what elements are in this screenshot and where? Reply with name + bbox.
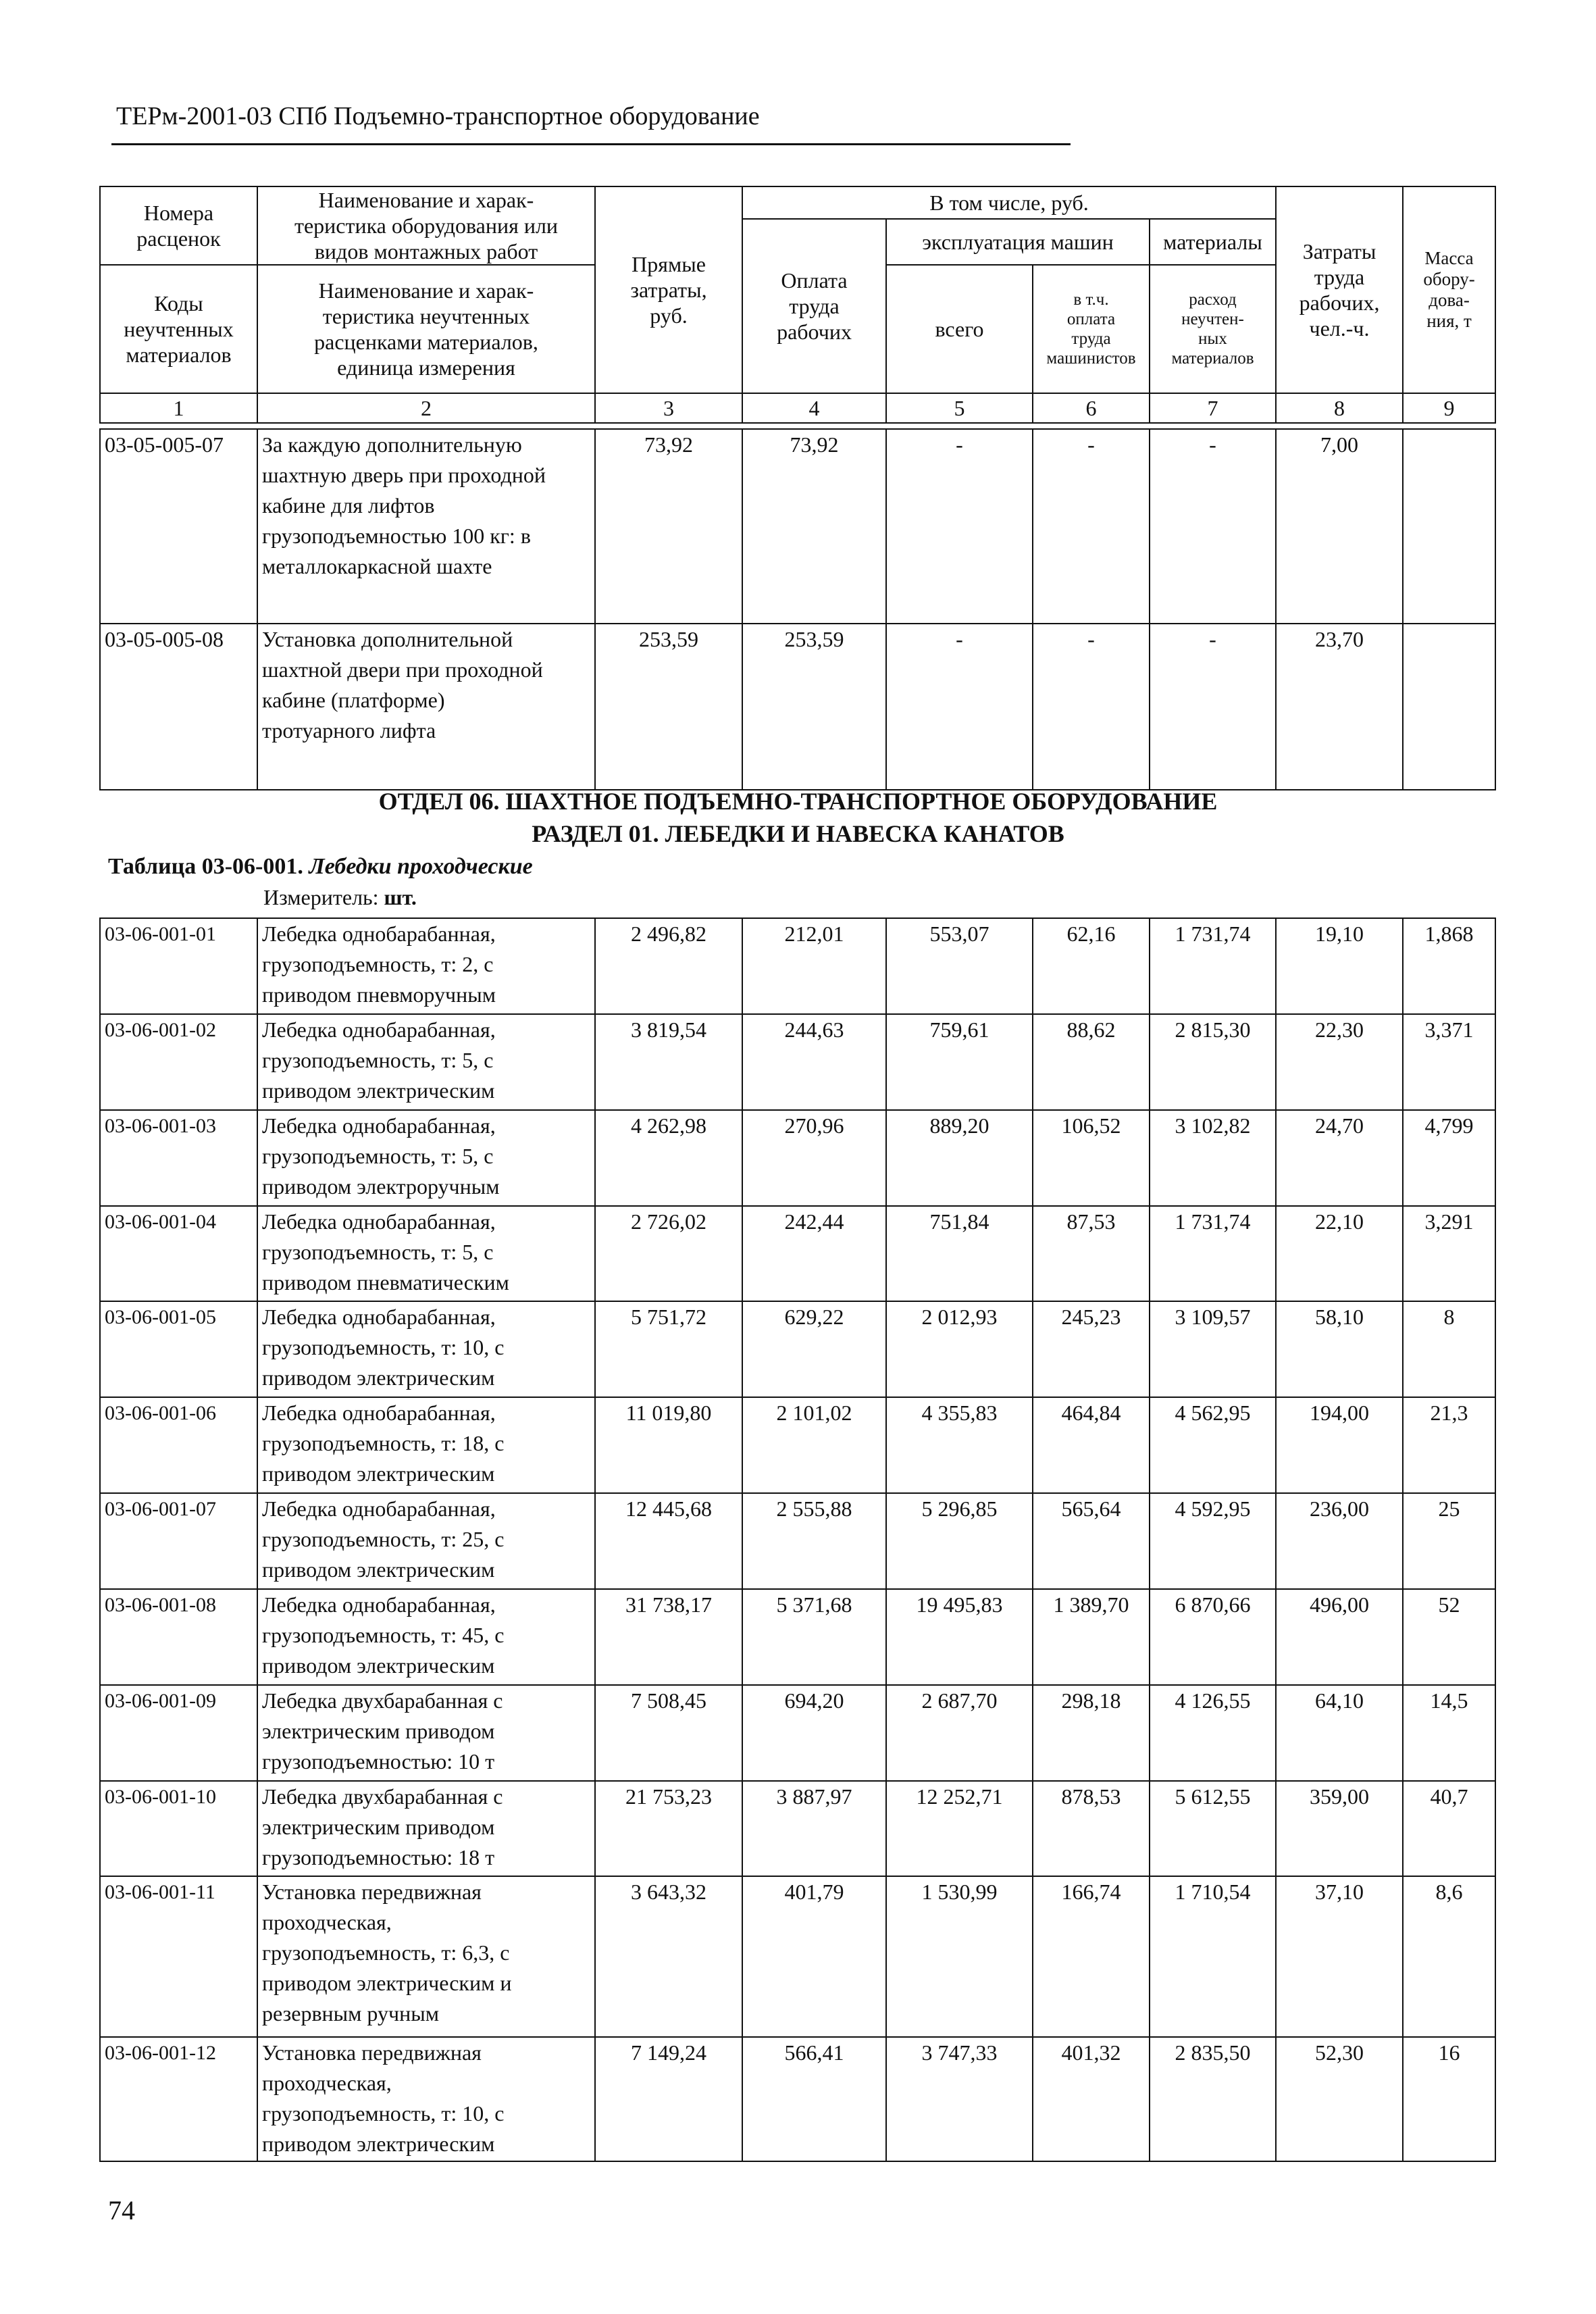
item-name <box>257 429 595 624</box>
col-number: 3 <box>595 393 742 423</box>
labor-hours: 23,70 <box>1276 624 1403 790</box>
item-name <box>257 918 595 1014</box>
rate-code: 03-06-001-01 <box>100 918 257 1014</box>
direct-costs: 5 751,72 <box>595 1301 742 1397</box>
header-line: ния, т <box>1426 311 1472 331</box>
item-name <box>257 1685 595 1781</box>
machine-costs: 19 495,83 <box>886 1589 1033 1685</box>
material-costs: 2 815,30 <box>1150 1014 1276 1110</box>
material-costs: 1 710,54 <box>1150 1876 1276 2036</box>
item-name-line: приводом пневморучным <box>262 982 496 1007</box>
item-name-line: грузоподъемностью: 10 т <box>262 1749 495 1774</box>
labor-hours: 194,00 <box>1276 1397 1403 1493</box>
machinist-wages: 106,52 <box>1033 1110 1150 1206</box>
item-name <box>257 624 595 790</box>
machine-costs: 889,20 <box>886 1110 1033 1206</box>
worker-wages: 212,01 <box>742 918 886 1014</box>
running-title: ТЕРм-2001-03 СПб Подъемно-транспортное оборудование <box>116 102 760 130</box>
item-name-line: грузоподъемность, т: 25, с <box>262 1527 505 1552</box>
machinist-wages: 88,62 <box>1033 1014 1150 1110</box>
equipment-mass: 16 <box>1403 2037 1495 2161</box>
equipment-mass: 3,291 <box>1403 1206 1495 1302</box>
unit-value: шт. <box>384 885 417 909</box>
machinist-wages: 245,23 <box>1033 1301 1150 1397</box>
material-costs: 3 102,82 <box>1150 1110 1276 1206</box>
item-name-line: приводом электрическим <box>262 1653 495 1678</box>
hdr-name-top <box>257 186 595 265</box>
worker-wages: 242,44 <box>742 1206 886 1302</box>
rate-code: 03-06-001-06 <box>100 1397 257 1493</box>
direct-costs: 2 726,02 <box>595 1206 742 1302</box>
hdr-labor <box>1276 186 1403 393</box>
worker-wages: 253,59 <box>742 624 886 790</box>
item-name-line: приводом электроручным <box>262 1174 500 1199</box>
machinist-wages: 87,53 <box>1033 1206 1150 1302</box>
material-costs: 4 592,95 <box>1150 1493 1276 1589</box>
item-name-line: приводом электрическим <box>262 2131 495 2156</box>
col-number: 4 <box>742 393 886 423</box>
table-row <box>100 429 1495 624</box>
labor-hours: 24,70 <box>1276 1110 1403 1206</box>
machine-costs: 2 687,70 <box>886 1685 1033 1781</box>
direct-costs: 3 643,32 <box>595 1876 742 2036</box>
table-row <box>100 1589 1495 1685</box>
hdr-machines-total: всего <box>886 265 1033 393</box>
machinist-wages: 1 389,70 <box>1033 1589 1150 1685</box>
item-name-line: резервным ручным <box>262 2001 439 2026</box>
hdr-codes-top <box>100 186 257 265</box>
machinist-wages: - <box>1033 624 1150 790</box>
direct-costs: 7 149,24 <box>595 2037 742 2161</box>
header-line: материалов <box>1171 349 1254 368</box>
header-line: труда <box>1314 265 1365 289</box>
rate-code: 03-06-001-12 <box>100 2037 257 2161</box>
item-name-line: Лебедка двухбарабанная с <box>262 1784 503 1809</box>
material-costs: 1 731,74 <box>1150 918 1276 1014</box>
rate-code: 03-06-001-05 <box>100 1301 257 1397</box>
item-name-line: Установка передвижная <box>262 1880 482 1905</box>
table-row <box>100 624 1495 790</box>
header-line: Наименование и харак- <box>318 278 534 303</box>
item-name <box>257 1301 595 1397</box>
col-number: 2 <box>257 393 595 423</box>
item-name-line: приводом пневматическим <box>262 1269 509 1294</box>
item-name-line: грузоподъемностью 100 кг: в <box>262 524 531 548</box>
material-costs: 1 731,74 <box>1150 1206 1276 1302</box>
hdr-machinists <box>1033 265 1150 393</box>
worker-wages: 2 101,02 <box>742 1397 886 1493</box>
item-name-line: Лебедка однобарабанная, <box>262 1113 496 1138</box>
hdr-mass <box>1403 186 1495 393</box>
header-table <box>99 186 1496 424</box>
header-line: машинистов <box>1046 349 1136 368</box>
machine-costs: 3 747,33 <box>886 2037 1033 2161</box>
item-name-line: Лебедка однобарабанная, <box>262 1305 496 1330</box>
item-name-line: тротуарного лифта <box>262 718 436 743</box>
header-line: Наименование и харак- <box>318 188 534 212</box>
item-name-line: приводом электрическим <box>262 1365 495 1390</box>
direct-costs: 7 508,45 <box>595 1685 742 1781</box>
division-heading: РАЗДЕЛ 01. ЛЕБЕДКИ И НАВЕСКА КАНАТОВ <box>532 820 1064 847</box>
header-line: в т.ч. <box>1073 291 1109 309</box>
labor-hours: 236,00 <box>1276 1493 1403 1589</box>
item-name-line: грузоподъемность, т: 5, с <box>262 1239 494 1264</box>
equipment-mass <box>1403 624 1495 790</box>
header-line: единица измерения <box>337 355 515 380</box>
table-row <box>100 1110 1495 1206</box>
item-name-line: Установка дополнительной <box>262 627 513 651</box>
equipment-mass: 14,5 <box>1403 1685 1495 1781</box>
rate-code: 03-06-001-09 <box>100 1685 257 1781</box>
column-numbers-row <box>100 393 1495 423</box>
worker-wages: 3 887,97 <box>742 1781 886 1877</box>
item-name-line: Лебедка однобарабанная, <box>262 1592 496 1617</box>
item-name <box>257 1876 595 2036</box>
material-costs: - <box>1150 429 1276 624</box>
header-line: неучтенных <box>124 317 234 341</box>
worker-wages: 694,20 <box>742 1685 886 1781</box>
equipment-mass: 8 <box>1403 1301 1495 1397</box>
material-costs: 4 126,55 <box>1150 1685 1276 1781</box>
header-line: Затраты <box>1302 239 1376 263</box>
header-line: Оплата <box>781 268 848 293</box>
header-line: расход <box>1189 291 1237 309</box>
rate-code: 03-05-005-07 <box>100 429 257 624</box>
table-row <box>100 1206 1495 1302</box>
direct-costs: 4 262,98 <box>595 1110 742 1206</box>
labor-hours: 359,00 <box>1276 1781 1403 1877</box>
worker-wages: 401,79 <box>742 1876 886 2036</box>
table-row <box>100 1397 1495 1493</box>
hdr-machines: эксплуатация машин <box>886 219 1150 265</box>
title-rule <box>111 143 1071 145</box>
rate-code: 03-06-001-10 <box>100 1781 257 1877</box>
rate-code: 03-06-001-03 <box>100 1110 257 1206</box>
item-name-line: металлокаркасной шахте <box>262 554 492 578</box>
item-name-line: грузоподъемность, т: 5, с <box>262 1047 494 1072</box>
rates-table-top <box>99 428 1496 790</box>
labor-hours: 496,00 <box>1276 1589 1403 1685</box>
item-name-line: грузоподъемность, т: 5, с <box>262 1143 494 1168</box>
item-name-line: шахтной двери при проходной <box>262 657 543 682</box>
item-name <box>257 1397 595 1493</box>
labor-hours: 22,10 <box>1276 1206 1403 1302</box>
worker-wages: 2 555,88 <box>742 1493 886 1589</box>
item-name-line: грузоподъемность, т: 10, с <box>262 1335 505 1360</box>
item-name-line: Лебедка однобарабанная, <box>262 1496 496 1521</box>
item-name <box>257 1206 595 1302</box>
machine-costs: 1 530,99 <box>886 1876 1033 2036</box>
col-number: 5 <box>886 393 1033 423</box>
labor-hours: 64,10 <box>1276 1685 1403 1781</box>
hdr-direct-costs <box>595 186 742 393</box>
item-name <box>257 1781 595 1877</box>
equipment-mass: 25 <box>1403 1493 1495 1589</box>
item-name <box>257 2037 595 2161</box>
table-row <box>100 1685 1495 1781</box>
machinist-wages: 878,53 <box>1033 1781 1150 1877</box>
equipment-mass: 8,6 <box>1403 1876 1495 2036</box>
rates-table-winches <box>99 917 1496 2162</box>
worker-wages: 5 371,68 <box>742 1589 886 1685</box>
machine-costs: 5 296,85 <box>886 1493 1033 1589</box>
item-name-line: электрическим приводом <box>262 1718 495 1743</box>
header-line: рабочих <box>777 320 852 344</box>
col-number: 7 <box>1150 393 1276 423</box>
labor-hours: 22,30 <box>1276 1014 1403 1110</box>
machinist-wages: 401,32 <box>1033 2037 1150 2161</box>
item-name-line: Лебедка однобарабанная, <box>262 1209 496 1234</box>
direct-costs: 2 496,82 <box>595 918 742 1014</box>
item-name-line: грузоподъемность, т: 6,3, с <box>262 1940 510 1965</box>
worker-wages: 566,41 <box>742 2037 886 2161</box>
worker-wages: 73,92 <box>742 429 886 624</box>
item-name-line: грузоподъемность, т: 2, с <box>262 952 494 976</box>
machinist-wages: 464,84 <box>1033 1397 1150 1493</box>
material-costs: 2 835,50 <box>1150 2037 1276 2161</box>
item-name-line: Лебедка однобарабанная, <box>262 922 496 946</box>
header-line: неучтен- <box>1181 310 1244 328</box>
direct-costs: 73,92 <box>595 429 742 624</box>
material-costs: 5 612,55 <box>1150 1781 1276 1877</box>
table-row <box>100 1781 1495 1877</box>
header-line: оплата <box>1066 310 1116 328</box>
table-row <box>100 1014 1495 1110</box>
item-name-line: кабине для лифтов <box>262 493 435 518</box>
hdr-codes-bottom <box>100 265 257 393</box>
table-caption <box>108 854 533 880</box>
department-heading: ОТДЕЛ 06. ШАХТНОЕ ПОДЪЕМНО-ТРАНСПОРТНОЕ ОБОРУДОВАНИЕ <box>378 788 1218 815</box>
header-line: материалов <box>126 343 232 367</box>
machinist-wages: 298,18 <box>1033 1685 1150 1781</box>
item-name-line: Лебедка однобарабанная, <box>262 1017 496 1042</box>
machine-costs: 4 355,83 <box>886 1397 1033 1493</box>
col-number: 8 <box>1276 393 1403 423</box>
material-costs: 4 562,95 <box>1150 1397 1276 1493</box>
header-line: видов монтажных работ <box>314 239 538 263</box>
machine-costs: 751,84 <box>886 1206 1033 1302</box>
item-name-line: приводом электрическим <box>262 1461 495 1486</box>
machinist-wages: - <box>1033 429 1150 624</box>
header-line: рабочих, <box>1299 291 1380 315</box>
table-caption-name: Лебедки проходческие <box>309 854 533 879</box>
table-row <box>100 2037 1495 2161</box>
item-name-line: приводом электрическим <box>262 1557 495 1582</box>
item-name-line: грузоподъемность, т: 18, с <box>262 1431 505 1456</box>
machine-costs: 553,07 <box>886 918 1033 1014</box>
hdr-unaccounted-materials <box>1150 265 1276 393</box>
equipment-mass: 1,868 <box>1403 918 1495 1014</box>
item-name-line: приводом электрическим <box>262 1078 495 1103</box>
item-name <box>257 1014 595 1110</box>
item-name-line: электрическим приводом <box>262 1814 495 1839</box>
header-line: Коды <box>154 291 203 316</box>
page-number: 74 <box>108 2195 135 2225</box>
item-name-line: грузоподъемностью: 18 т <box>262 1844 495 1869</box>
table-row <box>100 918 1495 1014</box>
rate-code: 03-06-001-08 <box>100 1589 257 1685</box>
machine-costs: 2 012,93 <box>886 1301 1033 1397</box>
col-number: 1 <box>100 393 257 423</box>
table-row <box>100 1493 1495 1589</box>
header-line: расценками материалов, <box>314 330 538 354</box>
equipment-mass: 21,3 <box>1403 1397 1495 1493</box>
worker-wages: 270,96 <box>742 1110 886 1206</box>
item-name-line: шахтную дверь при проходной <box>262 463 546 487</box>
equipment-mass: 3,371 <box>1403 1014 1495 1110</box>
direct-costs: 12 445,68 <box>595 1493 742 1589</box>
item-name <box>257 1493 595 1589</box>
header-line: чел.-ч. <box>1309 316 1370 341</box>
material-costs: 6 870,66 <box>1150 1589 1276 1685</box>
header-line: труда <box>1071 330 1111 348</box>
header-line: обору- <box>1423 269 1475 289</box>
labor-hours: 7,00 <box>1276 429 1403 624</box>
header-line: теристика оборудования или <box>294 213 559 238</box>
hdr-name-bottom <box>257 265 595 393</box>
labor-hours: 19,10 <box>1276 918 1403 1014</box>
header-line: Номера <box>143 201 214 225</box>
col-number: 6 <box>1033 393 1150 423</box>
header-line: Прямые <box>632 252 706 276</box>
worker-wages: 629,22 <box>742 1301 886 1397</box>
equipment-mass <box>1403 429 1495 624</box>
machine-costs: 12 252,71 <box>886 1781 1033 1877</box>
header-line: ных <box>1198 330 1227 348</box>
rate-code: 03-06-001-11 <box>100 1876 257 2036</box>
machinist-wages: 565,64 <box>1033 1493 1150 1589</box>
item-name-line: грузоподъемность, т: 10, с <box>262 2101 505 2126</box>
item-name-line: Установка передвижная <box>262 2040 482 2065</box>
material-costs: - <box>1150 624 1276 790</box>
header-line: теристика неучтенных <box>322 304 530 328</box>
machinist-wages: 62,16 <box>1033 918 1150 1014</box>
machine-costs: 759,61 <box>886 1014 1033 1110</box>
equipment-mass: 4,799 <box>1403 1110 1495 1206</box>
item-name-line: проходческая, <box>262 2070 392 2095</box>
item-name-line: Лебедка двухбарабанная с <box>262 1688 503 1713</box>
rate-code: 03-06-001-07 <box>100 1493 257 1589</box>
worker-wages: 244,63 <box>742 1014 886 1110</box>
equipment-mass: 52 <box>1403 1589 1495 1685</box>
col-number: 9 <box>1403 393 1495 423</box>
header-line: труда <box>789 294 840 318</box>
hdr-materials: материалы <box>1150 219 1276 265</box>
material-costs: 3 109,57 <box>1150 1301 1276 1397</box>
direct-costs: 253,59 <box>595 624 742 790</box>
item-name-line: Лебедка однобарабанная, <box>262 1401 496 1426</box>
item-name-line: проходческая, <box>262 1910 392 1935</box>
header-line: руб. <box>650 303 688 328</box>
machinist-wages: 166,74 <box>1033 1876 1150 2036</box>
header-line: затраты, <box>630 278 707 302</box>
header-line: расценок <box>136 226 221 251</box>
header-line: дова- <box>1428 290 1470 310</box>
rate-code: 03-05-005-08 <box>100 624 257 790</box>
header-line: Масса <box>1424 248 1474 268</box>
equipment-mass: 40,7 <box>1403 1781 1495 1877</box>
direct-costs: 11 019,80 <box>595 1397 742 1493</box>
item-name-line: За каждую дополнительную <box>262 432 522 457</box>
item-name-line: приводом электрическим и <box>262 1971 512 1996</box>
unit-of-measure <box>263 885 417 910</box>
labor-hours: 58,10 <box>1276 1301 1403 1397</box>
table-row <box>100 1876 1495 2036</box>
item-name <box>257 1589 595 1685</box>
item-name-line: грузоподъемность, т: 45, с <box>262 1622 505 1647</box>
rate-code: 03-06-001-04 <box>100 1206 257 1302</box>
hdr-including-group: В том числе, руб. <box>742 186 1276 219</box>
hdr-wages <box>742 219 886 393</box>
rate-code: 03-06-001-02 <box>100 1014 257 1110</box>
labor-hours: 37,10 <box>1276 1876 1403 2036</box>
direct-costs: 31 738,17 <box>595 1589 742 1685</box>
machine-costs: - <box>886 429 1033 624</box>
item-name-line: кабине (платформе) <box>262 688 445 712</box>
direct-costs: 3 819,54 <box>595 1014 742 1110</box>
item-name <box>257 1110 595 1206</box>
unit-label: Измеритель: <box>263 885 379 909</box>
table-row <box>100 1301 1495 1397</box>
machine-costs: - <box>886 624 1033 790</box>
direct-costs: 21 753,23 <box>595 1781 742 1877</box>
labor-hours: 52,30 <box>1276 2037 1403 2161</box>
table-caption-label: Таблица 03-06-001. <box>108 854 303 879</box>
